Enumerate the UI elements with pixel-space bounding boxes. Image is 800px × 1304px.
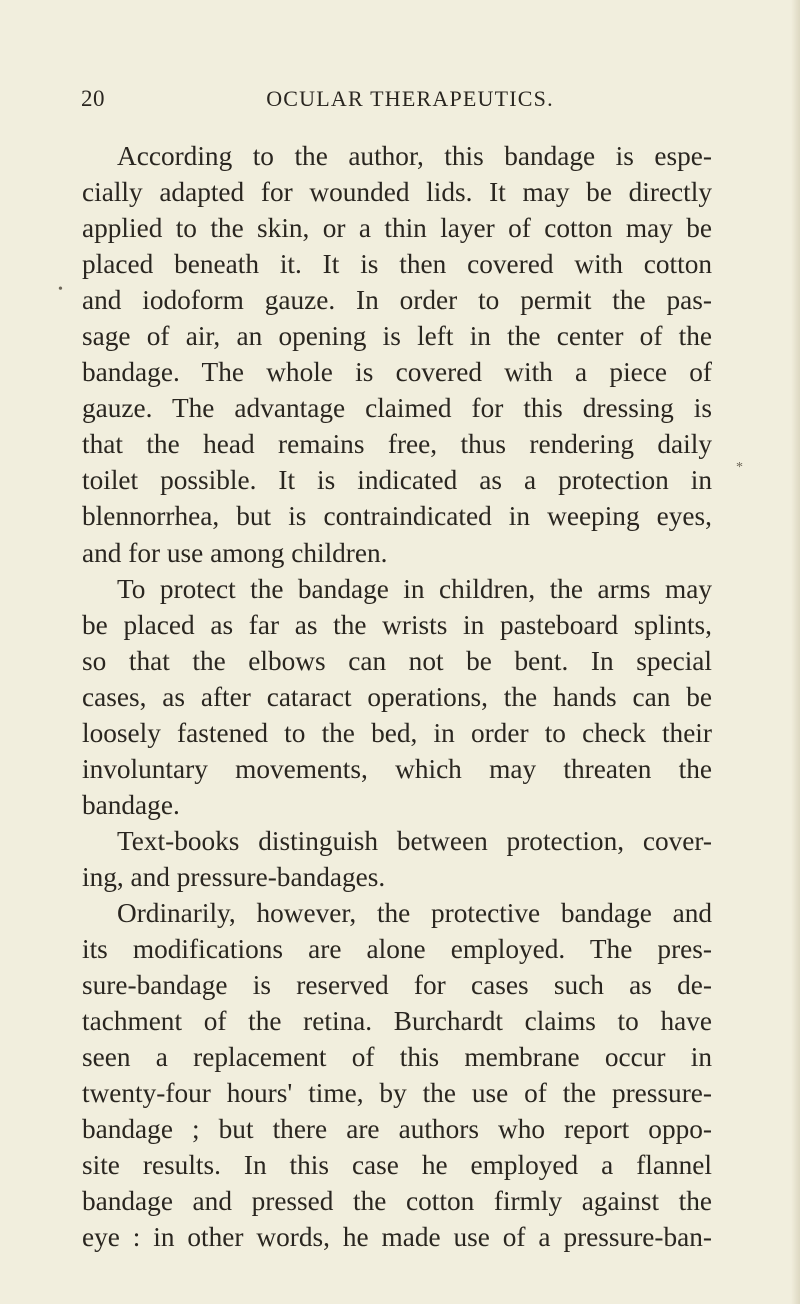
text-line: sure-bandage is reserved for cases such as de- [82,970,712,1001]
text-line: seen a replacement of this membrane occur in [82,1042,712,1073]
text-line: eye : in other words, he made use of a pressure-ban- [82,1222,712,1253]
text-line: its modifications are alone employed. The pres- [82,934,712,965]
text-line: To protect the bandage in children, the arms may [117,573,712,604]
text-line: Text-books distinguish between protection, cover- [117,825,712,856]
body-text [82,138,712,1255]
text-line: so that the elbows can not be bent. In special [82,645,712,676]
text-line: gauze. The advantage claimed for this dressing is [82,393,712,424]
text-line: sage of air, an opening is left in the center of the [82,321,712,352]
text-line: blennorrhea, but is contraindicated in weeping eyes, [82,501,712,532]
text-line: placed beneath it. It is then covered with cotton [82,249,712,280]
text-line: that the head remains free, thus rendering daily [82,429,712,460]
page-edge-shadow [791,0,800,1304]
text-line: twenty-four hours' time, by the use of the pressure- [82,1078,712,1109]
text-line: loosely fastened to the bed, in order to check their [82,717,712,748]
text-line: cases, as after cataract operations, the hands can be [82,681,712,712]
text-line: bandage and pressed the cotton firmly against the [82,1186,712,1217]
text-line: bandage ; but there are authors who report oppo- [82,1114,712,1145]
text-line: be placed as far as the wrists in pasteboard splints, [82,609,712,640]
text-line: toilet possible. It is indicated as a protection in [82,465,712,496]
text-line: applied to the skin, or a thin layer of cotton may be [82,213,712,244]
page-number: 20 [81,86,105,111]
text-line: bandage. [82,789,180,820]
text-line: ing, and pressure-bandages. [82,861,386,892]
text-line: According to the author, this bandage is espe- [117,141,712,171]
text-line: Ordinarily, however, the protective bandage and [117,897,712,928]
text-line: site results. In this case he employed a flannel [82,1150,712,1181]
text-line: cially adapted for wounded lids. It may be directly [82,177,712,208]
text-line: bandage. The whole is covered with a piece of [82,357,712,388]
text-line: and for use among children. [82,537,388,568]
page-header [0,86,800,116]
running-title: OCULAR THERAPEUTICS. [266,86,554,111]
text-line: tachment of the retina. Burchardt claims to have [82,1006,712,1037]
ink-speck: * [736,460,743,475]
text-line: and iodoform gauze. In order to permit the pas- [82,285,712,316]
ink-speck: • [58,282,63,297]
text-line: involuntary movements, which may threaten the [82,753,712,784]
